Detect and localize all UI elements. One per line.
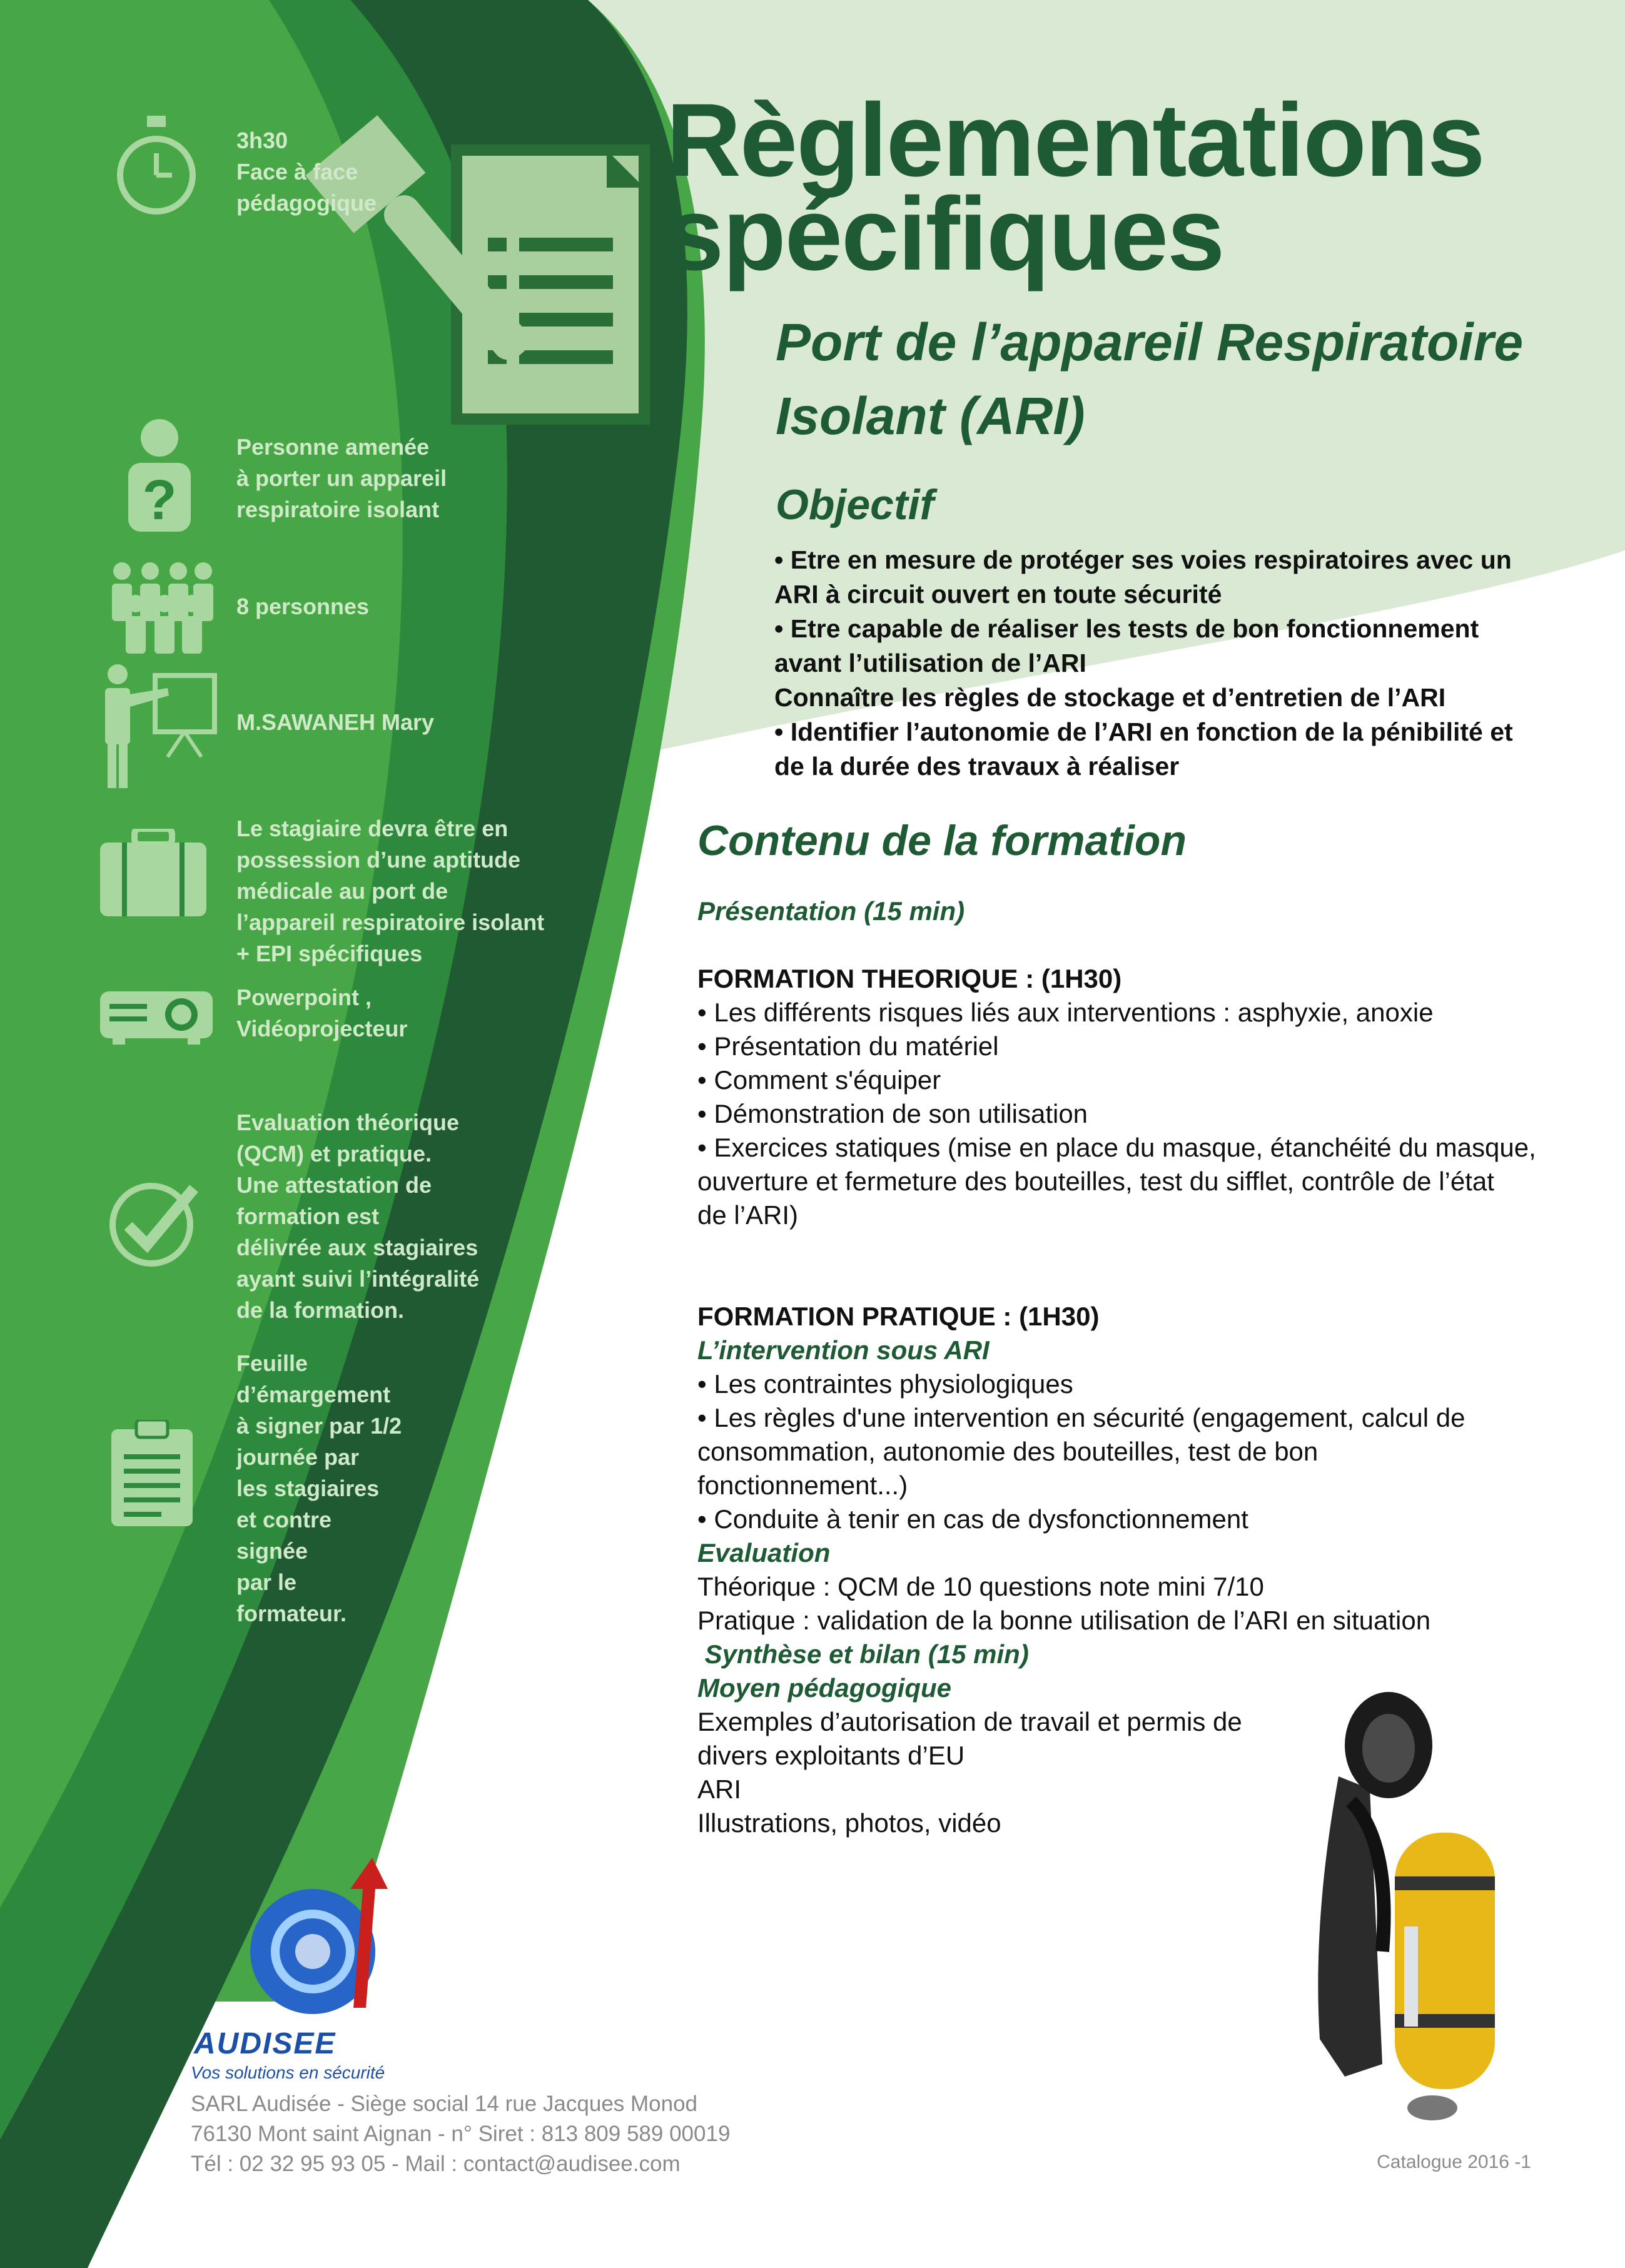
objective-line: • Etre en mesure de protéger ses voies respiratoires avec un <box>774 545 1512 574</box>
evaluation-line: Théorique : QCM de 10 questions note mini 7/10 <box>697 1572 1264 1601</box>
group-icon <box>103 560 216 654</box>
means-line: divers exploitants d’EU <box>697 1741 965 1770</box>
theory-line: de l’ARI) <box>697 1200 799 1230</box>
practice-line: consommation, autonomie des bouteilles, test de bon <box>697 1437 1319 1466</box>
theory-line: • Exercices statiques (mise en place du masque, étanchéité du masque, <box>697 1133 1536 1162</box>
objective-line: ARI à circuit ouvert en toute sécurité <box>774 580 1222 609</box>
person-question-icon <box>125 419 194 532</box>
objective-line: Connaître les règles de stockage et d’entretien de l’ARI <box>774 683 1446 712</box>
objective-line: • Etre capable de réaliser les tests de bon fonctionnement <box>774 614 1479 643</box>
subtitle-line-2: Isolant (ARI) <box>776 387 1085 445</box>
page-title <box>666 83 1484 292</box>
objective-heading: Objectif <box>776 481 934 529</box>
subtitle-line-1: Port de l’appareil Respiratoire <box>776 313 1524 372</box>
title-line-2: spécifiques <box>666 176 1224 292</box>
objective-list <box>774 543 1556 784</box>
theory-line: ouverture et fermeture des bouteilles, test du sifflet, contrôle de l’état <box>697 1167 1494 1196</box>
evaluation-text: Evaluation théorique (QCM) et pratique. Une attestation de formation est délivrée aux stagiaires ayant suivi l’intégralité de la formation. <box>236 1110 480 1323</box>
theory-line: • Présentation du matériel <box>697 1031 999 1061</box>
objective-line: • Identifier l’autonomie de l’ARI en fonction de la pénibilité et <box>774 717 1513 746</box>
participants-text: 8 personnes <box>236 594 370 619</box>
content-heading: Contenu de la formation <box>697 817 1187 864</box>
means-line: Illustrations, photos, vidéo <box>697 1808 1001 1838</box>
projector-icon <box>100 982 213 1045</box>
clipboard-icon <box>111 1420 193 1526</box>
means-line: Exemples d’autorisation de travail et permis de <box>697 1707 1242 1736</box>
theory-line: • Démonstration de son utilisation <box>697 1099 1088 1128</box>
practice-subheading: L’intervention sous ARI <box>697 1335 990 1365</box>
duration-text: 3h30 Face à face pédagogique <box>236 128 377 216</box>
evaluation-line: Pratique : validation de la bonne utilisation de l’ARI en situation <box>697 1606 1431 1635</box>
objective-line: de la durée des travaux à réaliser <box>774 752 1180 781</box>
practice-line: • Les règles d'une intervention en sécurité (engagement, calcul de <box>697 1403 1466 1432</box>
logo-name: AUDISEE <box>194 2027 337 2060</box>
svg-text:?: ? <box>142 469 177 532</box>
equipment-text: Powerpoint , Vidéoprojecteur <box>236 985 408 1041</box>
means-line: ARI <box>697 1774 742 1804</box>
breathing-apparatus-image <box>1276 1689 1526 2139</box>
practice-heading: FORMATION PRATIQUE : (1H30) <box>697 1302 1100 1331</box>
theory-line: • Les différents risques liés aux interventions : asphyxie, anoxie <box>697 998 1434 1027</box>
synthesis-label: Synthèse et bilan (15 min) <box>697 1639 1029 1669</box>
catalog-label: Catalogue 2016 -1 <box>1377 2152 1531 2172</box>
means-heading: Moyen pédagogique <box>697 1673 952 1703</box>
objective-line: avant l’utilisation de l’ARI <box>774 649 1086 677</box>
stopwatch-icon <box>113 116 200 222</box>
footer-address: SARL Audisée - Siège social 14 rue Jacques Monod 76130 Mont saint Aignan - n° Siret : 813 809 589 00019 Tél : 02 32 95 93 05 - Mail : contact@audisee.com <box>191 2092 731 2176</box>
subtitle <box>776 305 1523 453</box>
attendance-text: Feuille d’émargement à signer par 1/2 journée par les stagiaires et contre signée par le formateur. <box>236 1350 402 1626</box>
title-line-1: Règlementations <box>666 83 1484 198</box>
presentation-label: Présentation (15 min) <box>697 896 965 926</box>
practice-line: fonctionnement...) <box>697 1471 908 1500</box>
theory-heading: FORMATION THEORIQUE : (1H30) <box>697 964 1122 993</box>
practice-line: • Les contraintes physiologiques <box>697 1369 1073 1399</box>
audience-text: Personne amenée à porter un appareil respiratoire isolant <box>236 434 447 522</box>
trainer-text: M.SAWANEH Mary <box>236 709 435 735</box>
briefcase-icon <box>100 829 206 916</box>
check-circle-icon <box>106 1176 200 1270</box>
logo-tagline: Vos solutions en sécurité <box>191 2063 385 2082</box>
evaluation-heading: Evaluation <box>697 1538 831 1567</box>
presenter-icon <box>99 663 218 788</box>
prerequisites-text: Le stagiaire devra être en possession d’une aptitude médicale au port de l’appareil respiratoire isolant + EPI spécifiques <box>236 816 545 966</box>
theory-line: • Comment s'équiper <box>697 1065 941 1095</box>
practice-line: • Conduite à tenir en cas de dysfonctionnement <box>697 1504 1248 1534</box>
audisee-logo <box>247 1851 391 2033</box>
